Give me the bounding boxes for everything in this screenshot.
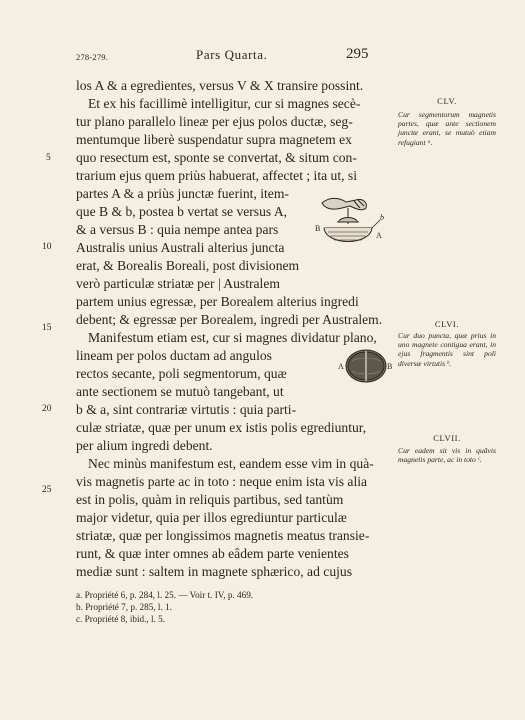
text-line: b & a, sint contrariæ virtutis : quia parti- bbox=[76, 402, 297, 417]
figure-label: B bbox=[387, 362, 393, 371]
page-range: 278-279. bbox=[76, 52, 109, 62]
text-line: Et ex his facillimè intelligitur, cur si magnes secè- bbox=[88, 96, 361, 111]
figure-label: A bbox=[376, 231, 382, 240]
margin-note-text: Cur duo puncta, quæ prius in uno magnete contigua erant, in ejus fragmentis sint poli diversæ virtutis ᵇ. bbox=[398, 331, 496, 368]
line-number: 20 bbox=[42, 404, 52, 414]
text-line: rectos secante, poli segmentorum, quæ bbox=[76, 366, 287, 381]
margin-note-heading: CLVI. bbox=[434, 319, 460, 329]
text-line: mentumque liberè suspendatur supra magnetem ex bbox=[76, 132, 352, 147]
line-number: 15 bbox=[42, 323, 52, 333]
running-title: Pars Quarta. bbox=[196, 47, 268, 62]
text-line: partem unius egressæ, per Borealem alterius ingredi bbox=[76, 294, 359, 309]
text-line: los A & a egredientes, versus V & X transire possint. bbox=[76, 78, 364, 93]
suspended-magnet-figure bbox=[310, 190, 390, 270]
text-line: trarium ejus quem priùs habuerat, affectet ; ita ut, si bbox=[76, 168, 357, 183]
text-line: striatæ, quæ per longissimos magnetis meatus transie- bbox=[76, 528, 370, 543]
margin-note-text: Cur segmentorum magnetis partes, quæ ante sectionem junctæ erant, se mutuò etiam refugiant ᵃ. bbox=[398, 110, 496, 147]
text-line: tur plano parallelo lineæ per ejus polos ductæ, seg- bbox=[76, 114, 353, 129]
figure-label: b bbox=[380, 213, 384, 222]
text-line: est in polis, quàm in reliquis partibus, sed tantùm bbox=[76, 492, 344, 507]
text-line: Manifestum etiam est, cur si magnes dividatur plano, bbox=[88, 330, 377, 345]
text-line: debent; & egressæ per Borealem, ingredi per Australem. bbox=[76, 312, 383, 327]
text-line: verò particulæ striatæ per | Australem bbox=[76, 276, 280, 291]
text-line: mediæ sunt : saltem in magnete sphærico, ad cujus bbox=[76, 564, 352, 579]
text-line: Australis unius Australi alterius juncta bbox=[76, 240, 285, 255]
text-line: & a versus B : quia nempe antea pars bbox=[76, 222, 279, 237]
text-line: major videtur, quia per illos egrediuntur particulæ bbox=[76, 510, 347, 525]
text-line: partes A & a priùs junctæ fuerint, item- bbox=[76, 186, 289, 201]
text-line: per alium ingredi debent. bbox=[76, 438, 213, 453]
text-line: vis magnetis parte ac in toto : neque enim ista vis alia bbox=[76, 474, 368, 489]
figure-label: B bbox=[315, 224, 321, 233]
margin-note-text: Cur eadem sit vis in quâvis magnetis parte, ac in toto ᶜ. bbox=[398, 446, 496, 465]
footnote: a. Propriété 6, p. 284, l. 25. — Voir t. IV, p. 469. bbox=[76, 590, 254, 600]
margin-note-heading: CLV. bbox=[437, 96, 457, 106]
footnote: c. Propriété 8, ibid., l. 5. bbox=[76, 614, 166, 624]
page-number: 295 bbox=[346, 46, 369, 62]
divided-magnet-figure bbox=[336, 345, 394, 389]
text-line: erat, & Borealis Boreali, post divisionem bbox=[76, 258, 300, 273]
text-line: runt, & quæ inter omnes ab eâdem parte venientes bbox=[76, 546, 349, 561]
text-line: que B & b, postea b vertat se versus A, bbox=[76, 204, 288, 219]
text-line: culæ striatæ, quæ per unum ex istis polis egrediuntur, bbox=[76, 420, 367, 435]
text-line: quo resectum est, sponte se convertat, & situm con- bbox=[76, 150, 357, 165]
line-number: 10 bbox=[42, 242, 52, 252]
text-line: Nec minùs manifestum est, eandem esse vim in quà- bbox=[88, 456, 374, 471]
text-line: lineam per polos ductam ad angulos bbox=[76, 348, 272, 363]
margin-note-heading: CLVII. bbox=[433, 433, 461, 443]
text-line: ante sectionem se mutuò tangebant, ut bbox=[76, 384, 284, 399]
line-number: 5 bbox=[46, 153, 51, 163]
footnote: b. Propriété 7, p. 285, l. 1. bbox=[76, 602, 172, 612]
line-number: 25 bbox=[42, 485, 52, 495]
figure-label: A bbox=[338, 362, 344, 371]
